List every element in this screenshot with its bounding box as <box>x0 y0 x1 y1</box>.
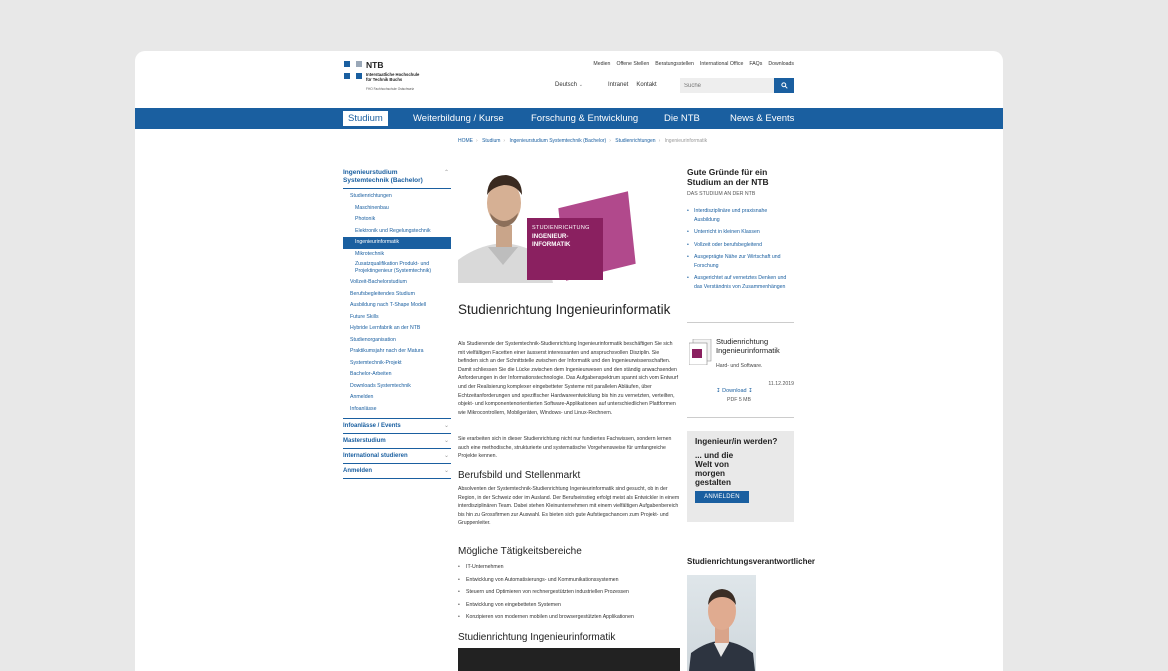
document-description: Hard- und Software. <box>716 363 763 369</box>
sidebar-list <box>343 191 451 415</box>
kontakt-link[interactable]: Kontakt <box>636 82 657 88</box>
breadcrumb-studium[interactable]: Studium <box>482 138 501 144</box>
intro-text-2: Sie erarbeiten sich in dieser Studienrichtung nicht nur fundiertes Fachwissen, sondern lernen auch eine methodische, strukturierte und systematische Vorgehensweise für umfangreiche Projekte kennen. <box>458 436 672 460</box>
sidebar-item-berufsbegleitend[interactable]: Berufsbegleitendes Studium <box>350 290 415 297</box>
sidebar-section-masterstudium[interactable] <box>343 433 451 448</box>
sidebar-item-tshape[interactable]: Ausbildung nach T-Shape Modell <box>350 302 427 308</box>
nav-studium[interactable]: Studium <box>343 111 388 126</box>
reasons-list <box>687 207 794 291</box>
berufsbild-text: Absolventen der Systemtechnik-Studienrichtung Ingenieurinformatik sind gesucht, ob in der Region, in der Schweiz oder im Ausland. Der Berufseinstieg erfolgt meist als Entwickler in einem interdisziplinären Team. Dabei stehen Kleinunternehmen mit einem vielfältigen Aufgabenbereich bis hin zu Grossfirmen zur Auswahl. Es bieten sich gute Aufstiegschancen zum Projekt- und Gruppenleiter. <box>458 486 680 527</box>
sidebar-item-studienorganisation[interactable]: Studienorganisation <box>350 336 396 343</box>
divider <box>687 322 794 323</box>
logo-square <box>356 73 362 79</box>
sidebar-item-lernfabrik[interactable]: Hybride Lernfabrik an der NTB <box>350 325 421 331</box>
intro-text: Als Studierende der Systemtechnik-Studienrichtung Ingenieurinformatik beschäftigen Sie sich mit vielfältigen Facetten einer äusserst interessanten und anspruchsvollen Disziplin. Sie befinden sich an der Schnittstelle zwischen der Informatik und den Ingenieurwissenschaften. Damit schliessen Sie die Lücke zwischen dem Ingenieurwesen und den ständig anwachsenden Anforderungen in der Informationstechnologie. Das Aufgabenspektrum spannt sich vom Entwurf und der Realisierung komplexer eingebetteter Systeme mit parallelen Abläufen, über Echtzeitanforderungen und spezifischer Hardwareentwicklung bis hin zu vernetzten, verteilten, objekt- und komponentenorientierten Software-Applikationen auf unterschiedlichen Plattformen wie Mikrocontrollern, Mobilgeräten, Windows- und Linux-Rechnern. <box>458 341 679 416</box>
sidebar-section-anmelden[interactable] <box>343 463 451 479</box>
breadcrumb: HOME › Studium › Ingenieurstudium Systemtechnik (Bachelor) › Studienrichtungen › Ingenieurinformatik <box>458 138 708 144</box>
section-label: International studieren <box>343 453 408 459</box>
toplink-medien[interactable]: Medien <box>593 61 611 67</box>
top-links <box>593 61 794 67</box>
list-item: • Konzipieren von modernen mobilen und browsergestützten Applikationen <box>458 611 680 624</box>
sidebar-item-mikrotechnik[interactable]: Mikrotechnik <box>355 250 385 257</box>
reasons-title: Gute Gründe für ein Studium an der NTB <box>687 167 769 187</box>
logo-tagline: FHO Fachhochschule Ostschweiz <box>366 87 415 91</box>
sidebar-item-bachelor-arbeiten[interactable]: Bachelor-Arbeiten <box>350 371 392 377</box>
document-title[interactable]: Studienrichtung Ingenieurinformatik <box>716 337 780 355</box>
browser-page <box>135 51 1003 671</box>
divider <box>687 417 794 418</box>
logo-subtitle: für Technik Buchs <box>366 77 403 82</box>
download-icon: ↧ <box>748 388 753 394</box>
nav-forschung[interactable]: Forschung & Entwicklung <box>531 113 639 124</box>
chevron-down-icon: ⌄ <box>578 82 583 88</box>
logo-square <box>344 61 350 67</box>
toplink-offene-stellen[interactable]: Offene Stellen <box>616 61 650 67</box>
search-icon <box>781 82 788 89</box>
chevron-up-icon: ⌃ <box>443 170 449 176</box>
document-card <box>687 337 794 407</box>
intranet-link[interactable]: Intranet <box>608 82 629 88</box>
toplink-beratungsstellen[interactable]: Beratungsstellen <box>655 61 694 67</box>
sidebar-item-future-skills[interactable]: Future Skills <box>350 313 379 320</box>
responsible-title: Studienrichtungsverantwortlicher <box>687 557 816 566</box>
chevron-down-icon: ⌄ <box>443 468 449 474</box>
hero-label-box <box>527 218 603 280</box>
sidebar-item-systemtechnik-projekt[interactable]: Systemtechnik-Projekt <box>350 359 402 366</box>
cta-tagline: ... und die Welt von morgen gestalten <box>695 451 734 487</box>
header-links <box>608 82 657 88</box>
sidebar-item-anmelden[interactable]: Anmelden <box>350 394 374 400</box>
download-icon: ↧ <box>716 388 721 394</box>
download-label: Download <box>722 388 747 394</box>
chevron-down-icon: ⌄ <box>443 438 449 444</box>
breadcrumb-current: Ingenieurinformatik <box>664 138 708 144</box>
list-item: • Entwicklung von Automatisierungs- und Kommunikationssystemen <box>458 574 680 587</box>
logo-name: NTB <box>366 60 384 70</box>
document-size: PDF 5 MB <box>727 397 751 403</box>
sidebar-item-studienrichtungen[interactable]: Studienrichtungen <box>350 193 392 199</box>
sidebar-item-praktikumsjahr[interactable]: Praktikumsjahr nach der Matura <box>350 348 424 354</box>
hero-line2: INGENIEUR- <box>532 233 569 240</box>
video-player[interactable] <box>458 648 680 671</box>
toplink-downloads[interactable]: Downloads <box>768 61 794 67</box>
reason-item: • Ausgerichtet auf vernetztes Denken und das Verständnis von Zusammenhängen <box>687 274 794 291</box>
section-label: Anmelden <box>343 468 373 474</box>
search-input[interactable] <box>680 78 774 93</box>
sidebar-item-ingenieurinformatik[interactable]: Ingenieurinformatik <box>343 237 451 249</box>
heading-taetigkeitsbereiche: Mögliche Tätigkeitsbereiche <box>458 546 582 557</box>
reason-item: • Vollzeit oder berufsbegleitend <box>687 241 794 250</box>
cta-box <box>687 431 794 522</box>
sidebar <box>343 169 451 479</box>
toplink-international-office[interactable]: International Office <box>699 61 744 67</box>
reasons-box <box>687 168 794 295</box>
heading-berufsbild: Berufsbild und Stellenmarkt <box>458 470 581 481</box>
sidebar-head-label: Ingenieurstudium Systemtechnik (Bachelor) <box>343 169 423 184</box>
sidebar-item-infoanlaesse[interactable]: Infoanlässe <box>350 405 377 412</box>
page-title: Studienrichtung Ingenieurinformatik <box>458 302 671 317</box>
sidebar-item-elektronik[interactable]: Elektronik und Regelungstechnik <box>355 227 431 234</box>
breadcrumb-home[interactable]: HOME <box>458 138 473 144</box>
main-nav <box>135 108 1003 129</box>
sidebar-item-zusatzqualifikation[interactable]: Zusatzqualifikation Produkt- und Projektingenieur (Systemtechnik) <box>355 261 432 274</box>
reasons-subtitle: DAS STUDIUM AN DER NTB <box>687 191 756 197</box>
chevron-down-icon: ⌄ <box>443 453 449 459</box>
reason-item: • Ausgeprägte Nähe zur Wirtschaft und Forschung <box>687 253 794 270</box>
nav-die-ntb[interactable]: Die NTB <box>664 113 700 124</box>
hero-line3: INFORMATIK <box>532 241 571 248</box>
sidebar-head[interactable] <box>343 169 451 189</box>
section-label: Infoanlässe / Events <box>343 423 401 429</box>
taetigkeiten-list <box>458 561 680 624</box>
search-button[interactable] <box>774 78 794 93</box>
list-item: • Entwicklung von eingebetteten Systemen <box>458 599 680 612</box>
language-label: Deutsch <box>555 82 578 88</box>
ntb-logo[interactable] <box>344 61 439 93</box>
section-label: Masterstudium <box>343 438 386 444</box>
download-link[interactable] <box>716 388 753 394</box>
anmelden-button[interactable]: ANMELDEN <box>695 491 749 503</box>
reason-item: • Unterricht in kleinen Klassen <box>687 228 794 237</box>
list-item: • IT-Unternehmen <box>458 561 680 574</box>
chevron-down-icon: ⌄ <box>443 423 449 429</box>
hero-line1: STUDIENRICHTUNG <box>532 225 590 231</box>
list-item: • Steuern und Optimieren von rechnergestützten industriellen Prozessen <box>458 586 680 599</box>
reason-item: • Interdisziplinäre und praxisnahe Ausbildung <box>687 207 794 224</box>
sidebar-item-vollzeit[interactable]: Vollzeit-Bachelorstudium <box>350 279 407 285</box>
language-select[interactable] <box>555 82 583 88</box>
hero-image <box>458 165 648 283</box>
toplink-faqs[interactable]: FAQs <box>749 61 763 67</box>
document-date: 11.12.2019 <box>768 381 794 387</box>
cta-question: Ingenieur/in werden? <box>695 437 778 446</box>
breadcrumb-studienrichtungen[interactable]: Studienrichtungen <box>615 138 656 144</box>
sidebar-section-infoanlaesse[interactable] <box>343 418 451 433</box>
breadcrumb-ingenieurstudium[interactable]: Ingenieurstudium Systemtechnik (Bachelor) <box>509 138 607 144</box>
sidebar-item-maschinenbau[interactable]: Maschinenbau <box>355 204 389 211</box>
logo-square <box>344 73 350 79</box>
heading-video: Studienrichtung Ingenieurinformatik <box>458 632 616 643</box>
sidebar-item-photonik[interactable]: Photonik <box>355 216 376 222</box>
sidebar-section-international[interactable] <box>343 448 451 463</box>
logo-square <box>356 61 362 67</box>
sidebar-item-downloads[interactable]: Downloads Systemtechnik <box>350 382 411 389</box>
nav-weiterbildung[interactable]: Weiterbildung / Kurse <box>413 113 504 124</box>
pdf-document-icon <box>689 339 713 365</box>
logo-subtitle: Interstaatliche Hochschule <box>366 72 420 77</box>
nav-news-events[interactable]: News & Events <box>730 113 795 124</box>
